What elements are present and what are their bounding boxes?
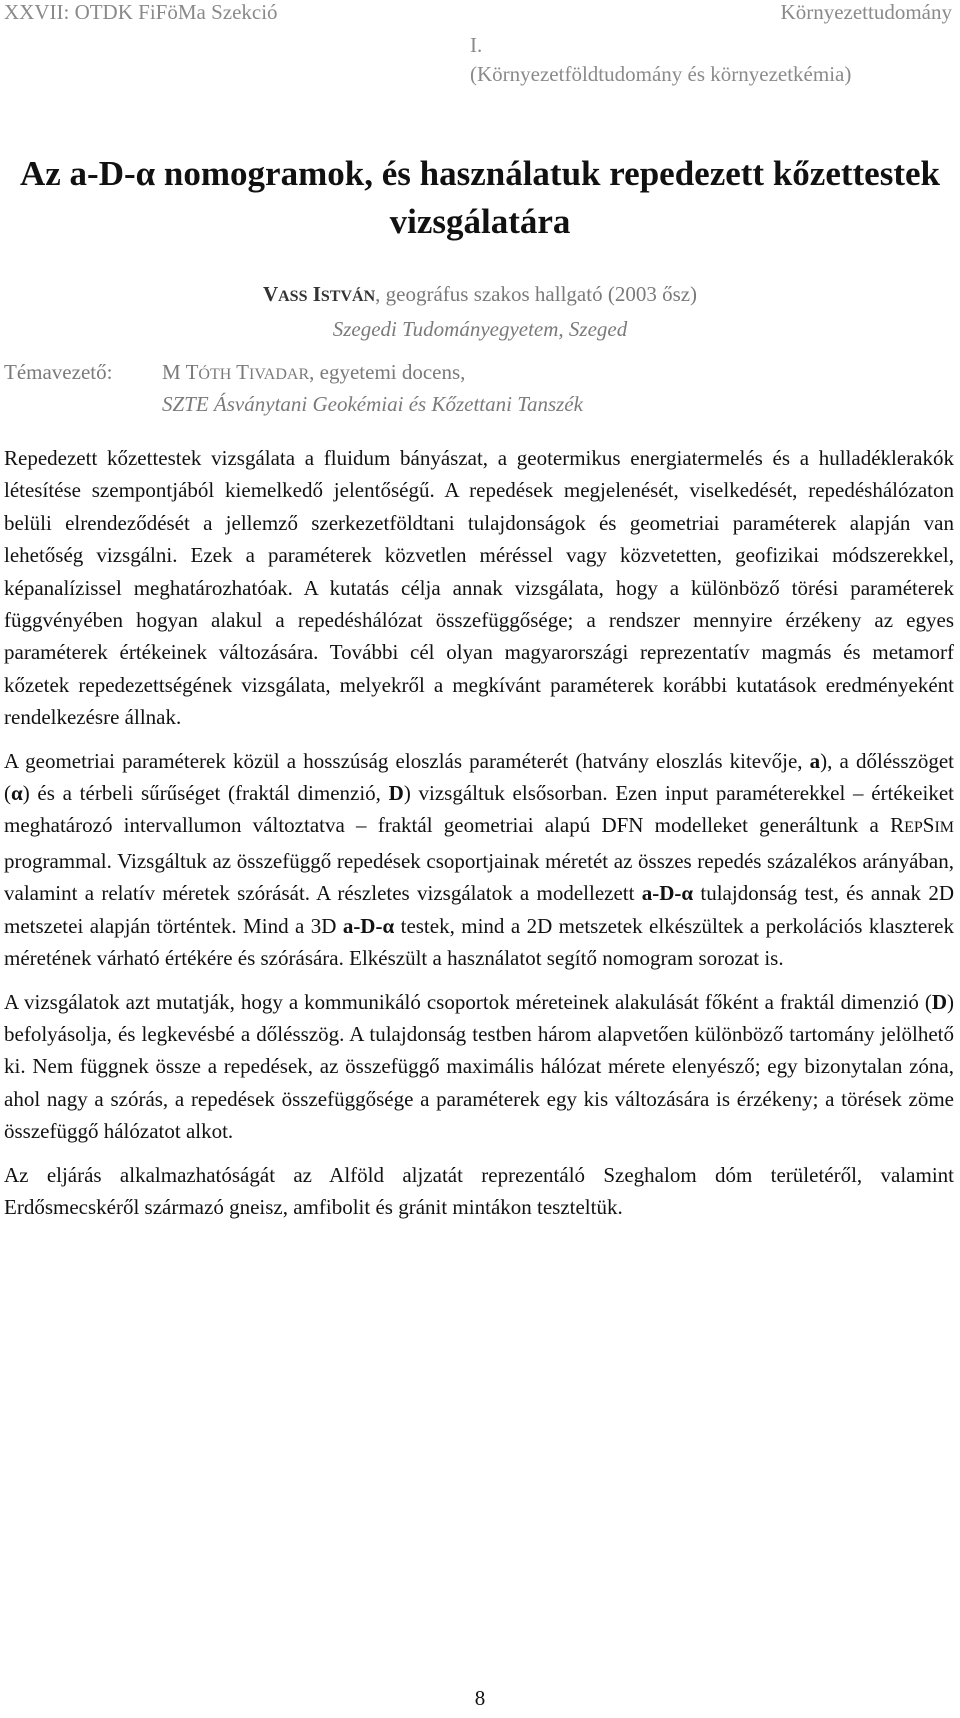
symbol-a: a	[809, 748, 821, 773]
author-line	[0, 278, 960, 313]
advisor-name: M TÓTH TIVADAR	[162, 360, 310, 384]
advisor-name-line	[162, 356, 465, 391]
running-header-sub-line1: I.	[470, 33, 483, 57]
advisor-label: Témavezető:	[4, 360, 113, 384]
abstract-body	[4, 442, 954, 1234]
paper-title-line2: vizsgálatára	[389, 202, 571, 241]
author-block	[0, 278, 960, 345]
running-header-subtitle	[470, 31, 851, 89]
running-header-right: Környezettudomány	[780, 0, 952, 24]
paragraph-1: Repedezett kőzettestek vizsgálata a fluidum bányászat, a geotermikus energiatermelés és a hulladéklerakók létesítése szempontjából kiemelkedő jelentőségű. A repedések megjelenését, viselkedését, repedéshálózaton belüli elrendeződését a jellemző szerkezetföldtani tulajdonságok és geometriai paraméterek alapján van lehetőség vizsgálni. Ezek a paraméterek közvetlen méréssel vagy közvetetten, geofizikai módszerekkel, képanalízissel meghatározhatóak. A kutatás célja annak vizsgálata, hogy a különböző törési paraméterek függvényében hogyan alakul a repedéshálózat összefüggősége; a rendszer mennyire érzékeny az egyes paraméterek értékeinek változására. További cél olyan magyarországi reprezentatív magmás és metamorf kőzetek repedezettségének vizsgálata, melyekről a megkívánt paraméterek korábbi kutatások eredményeként rendelkezésre állnak.	[4, 446, 954, 730]
paragraph-2: A geometriai paraméterek közül a hosszúság eloszlás paraméterét (hatvány eloszlás kitevője, a), a dőlésszöget (α) és a térbeli sűrűséget (fraktál dimenzió, D) vizsgáltuk elsősorban. Ezen input paraméterekkel – értékeiket meghatározó intervallumon változtatva – fraktál geometriai alapú DFN modelleket generáltunk a REPSIM programmal. Vizsgáltuk az összefüggő repedések csoportjainak méretét az összes repedés százalékos arányában, valamint a relatív méretek szórását. A részletes vizsgálatok a modellezett a-D-α tulajdonság test, és annak 2D metszetei alapján történtek. Mind a 3D a-D-α testek, mind a 2D metszetek elkészültek a perkolációs klaszterek méretének várható értékére és szórására. Elkészült a használatot segítő nomogram sorozat is.	[4, 748, 954, 971]
symbol-d: D	[388, 781, 404, 806]
advisor-role: , egyetemi docens,	[309, 360, 466, 384]
author-role: , geográfus szakos hallgató (2003 ősz)	[375, 282, 698, 306]
running-header-left: XXVII: OTDK FiFöMa Szekció	[4, 0, 278, 24]
page-number: 8	[474, 1686, 486, 1710]
symbol-d: D	[931, 989, 947, 1014]
symbol-a-d-alpha: a-D-α	[641, 881, 694, 906]
paper-title	[0, 150, 960, 246]
paragraph-4: Az eljárás alkalmazhatóságát az Alföld aljzatát reprezentáló Szeghalom dóm területéről, valamint Erdősmecskéről származó gneisz, amfibolit és gránit mintákon teszteltük.	[4, 1162, 954, 1219]
running-header-sub-line2: (Környezetföldtudomány és környezetkémia)	[470, 62, 852, 86]
author-affiliation: Szegedi Tudományegyetem, Szeged	[332, 317, 628, 341]
author-name: VASS ISTVÁN	[262, 282, 376, 306]
advisor-affiliation: SZTE Ásványtani Geokémiai és Kőzettani Tanszék	[162, 392, 583, 416]
repsim-name: REPSIM	[890, 813, 954, 838]
symbol-a-d-alpha: a-D-α	[342, 913, 395, 938]
paper-title-line1: Az a-D-α nomogramok, és használatuk repedezett kőzettestek	[20, 154, 940, 193]
paragraph-3: A vizsgálatok azt mutatják, hogy a kommunikáló csoportok méreteinek alakulását főként a fraktál dimenzió (D) befolyásolja, és legkevésbé a dőlésszög. A tulajdonság testben három alapvetően különböző tartomány jelölhető ki. Nem függnek össze a repedések, az összefüggő maximális hálózat mérete elenyésző; egy bizonytalan zóna, ahol nagy a szórás, a repedések összefüggősége a paraméterek egy kis változására is érzékeny; a törések zöme összefüggő hálózatot alkot.	[4, 989, 954, 1144]
symbol-alpha: α	[11, 781, 23, 806]
